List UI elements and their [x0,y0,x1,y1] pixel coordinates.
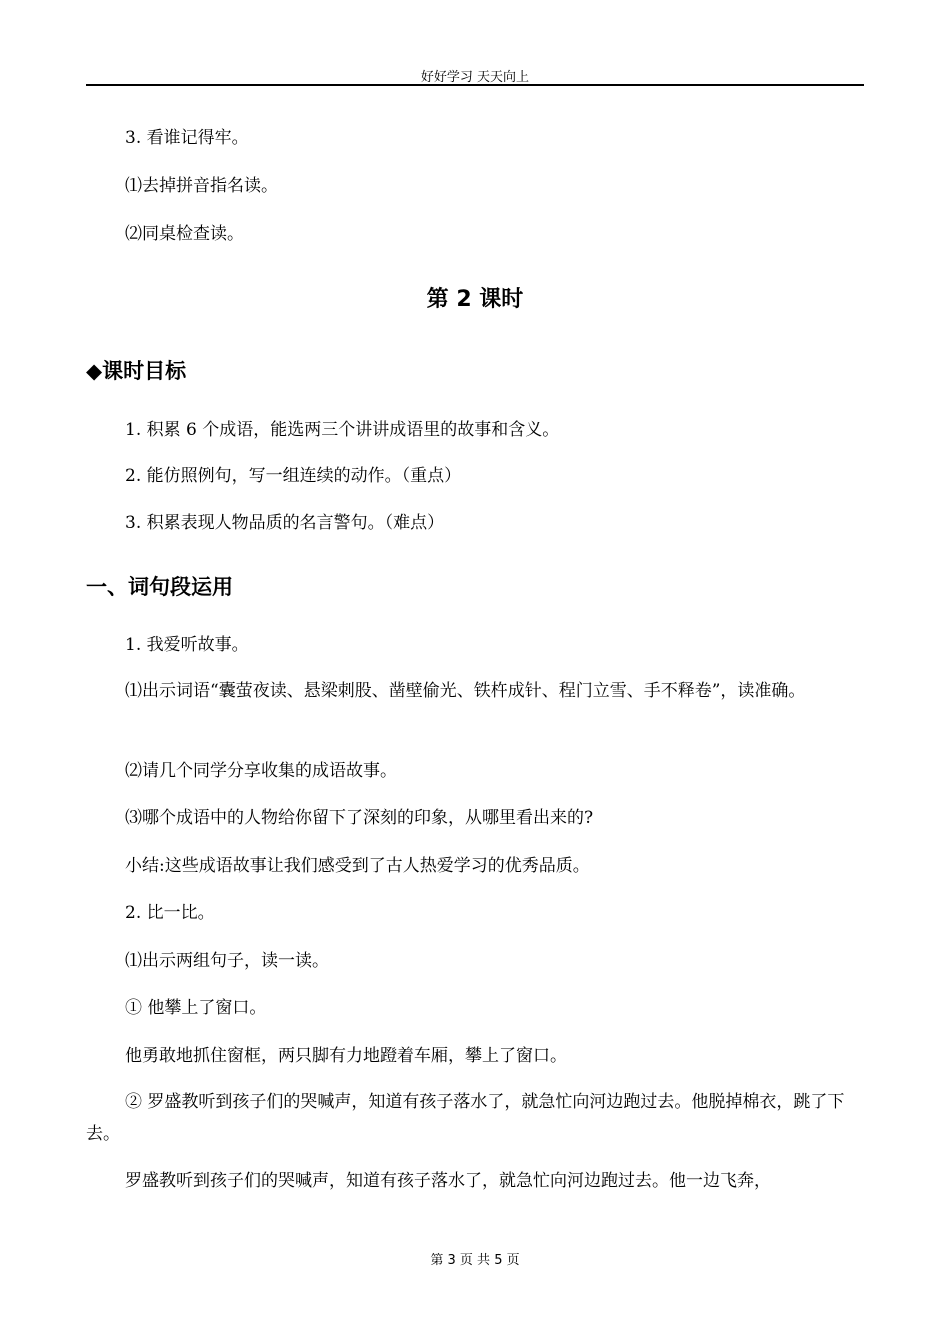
objective-item: 1. 积累 6 个成语，能选两三个讲讲成语里的故事和含义。 [125,420,560,440]
header-divider [86,84,864,86]
top-line: ⑵同桌检查读。 [125,224,244,244]
paragraph: ⑴出示词语“囊萤夜读、悬梁刺股、凿壁偷光、铁杵成针、程门立雪、手不释卷”，读准确。 [125,681,806,701]
list-item: 2. 比一比。 [125,903,215,923]
summary-text: 小结:这些成语故事让我们感受到了古人热爱学习的优秀品质。 [125,856,590,876]
list-item: ⑴出示两组句子，读一读。 [125,951,329,971]
example-paragraph: ② 罗盛教听到孩子们的哭喊声，知道有孩子落水了，就急忙向河边跑过去。他脱掉棉衣，跳了下去。 [86,1092,845,1144]
section-heading: 一、词句段运用 [86,575,233,599]
top-line: ⑴去掉拼音指名读。 [125,176,278,196]
objective-item: 2. 能仿照例句，写一组连续的动作。（重点） [125,466,462,486]
page-header: 好好学习 天天向上 [420,70,530,85]
objectives-heading: ◆课时目标 [86,359,187,383]
top-line: 3. 看谁记得牢。 [125,128,249,148]
list-item: ⑵请几个同学分享收集的成语故事。 [125,761,397,781]
example-sentence: 罗盛教听到孩子们的哭喊声，知道有孩子落水了，就急忙向河边跑过去。他一边飞奔， [125,1171,771,1191]
list-item: ⑶哪个成语中的人物给你留下了深刻的印象，从哪里看出来的? [125,808,594,828]
example-sentence: 他勇敢地抓住窗框，两只脚有力地蹬着车厢，攀上了窗口。 [125,1046,567,1066]
page-footer: 第 3 页 共 5 页 [430,1253,520,1268]
lesson-title: 第 2 课时 [426,287,524,312]
list-item: 1. 我爱听故事。 [125,635,249,655]
example-sentence: ① 他攀上了窗口。 [125,998,267,1018]
objective-item: 3. 积累表现人物品质的名言警句。（难点） [125,513,445,533]
